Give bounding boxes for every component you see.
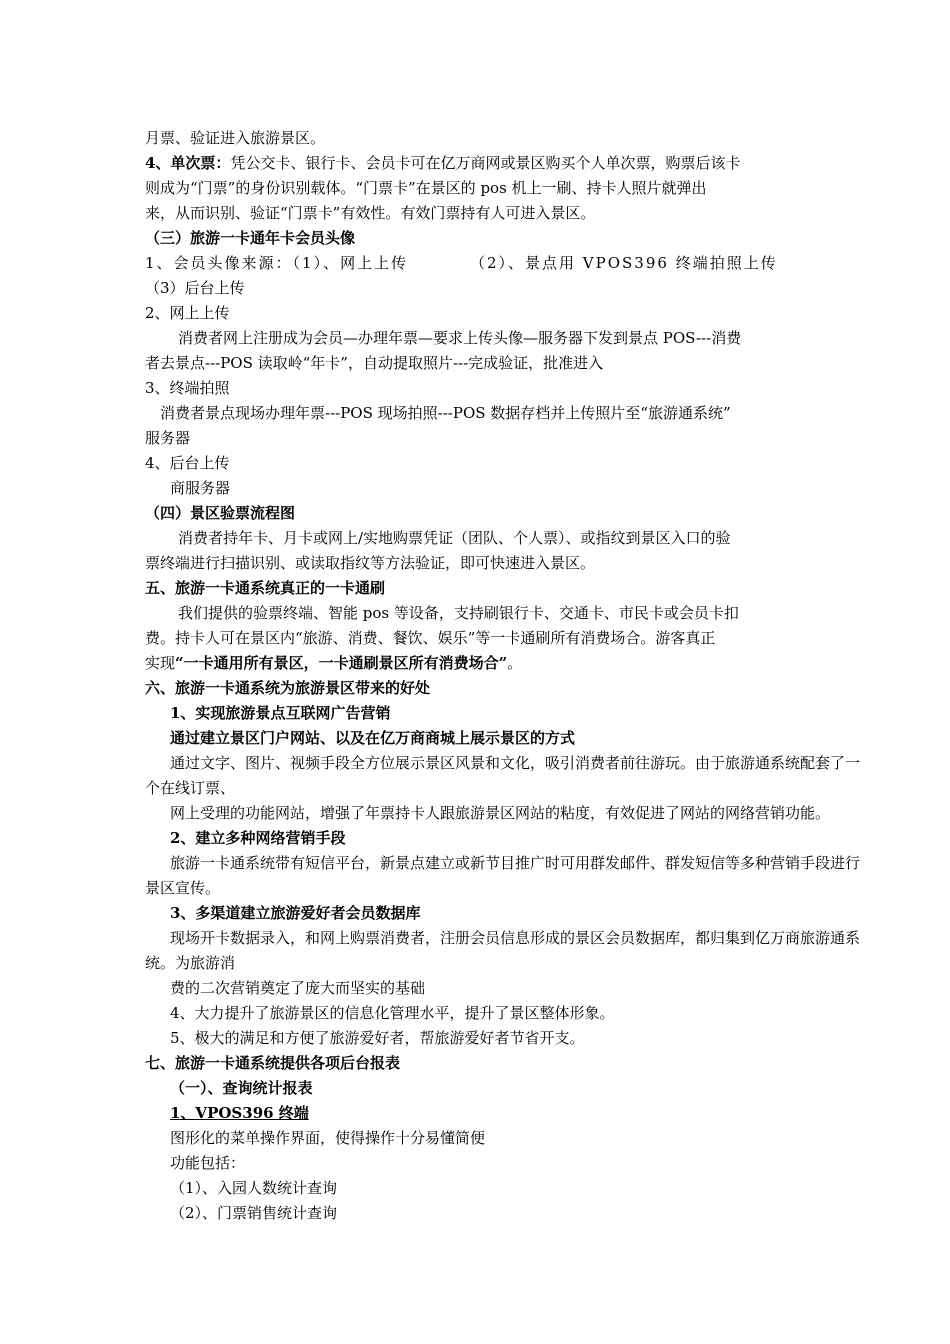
emphasis-slogan: “一卡通用所有景区，一卡通刷景区所有消费场合” xyxy=(175,654,508,672)
text-line: 费。持卡人可在景区内“旅游、消费、餐饮、娱乐”等一卡通刷所有消费场合。游客真正 xyxy=(145,629,716,647)
text-line: 个在线订票、 xyxy=(145,779,236,797)
text-line: 景区宣传。 xyxy=(145,879,221,897)
subsection-heading: 1、VPOS396 终端 xyxy=(170,1104,309,1122)
text-span: 。 xyxy=(507,654,523,672)
text-line: 服务器 xyxy=(145,429,191,447)
text-line: 消费者网上注册成为会员—办理年票—要求上传头像—服务器下发到景点 POS---消费 xyxy=(178,329,742,347)
text-line: 月票、验证进入旅游景区。 xyxy=(145,129,326,147)
text-line: 网上受理的功能网站，增强了年票持卡人跟旅游景区网站的粘度，有效促进了网站的网络营销功能。 xyxy=(170,804,831,822)
subsection-heading: 2、建立多种网络营销手段 xyxy=(170,829,346,847)
text-line: 则成为“门票”的身份识别载体。“门票卡”在景区的 pos 机上一刷、持卡人照片就弹出 xyxy=(145,179,707,197)
text-line: 商服务器 xyxy=(170,479,231,497)
text-line: （2）、门票销售统计查询 xyxy=(170,1204,338,1222)
section-heading: （三）旅游一卡通年卡会员头像 xyxy=(145,229,356,247)
subsection-heading: （一）、查询统计报表 xyxy=(170,1079,313,1097)
text-line: 旅游一卡通系统带有短信平台，新景点建立或新节目推广时可用群发邮件、群发短信等多种营销手段进行 xyxy=(170,854,861,872)
section-heading: （四）景区验票流程图 xyxy=(145,504,296,522)
text-line: 消费者景点现场办理年票---POS 现场拍照---POS 数据存档并上传照片至“旅游通系统” xyxy=(160,404,731,422)
section-heading: 五、旅游一卡通系统真正的一卡通刷 xyxy=(145,579,386,597)
subsection-heading: 1、实现旅游景点互联网广告营销 xyxy=(170,704,391,722)
heading-single-ticket: 4、单次票： xyxy=(145,154,231,172)
text-span: 实现 xyxy=(145,654,176,672)
text-line: （3）后台上传 xyxy=(145,279,245,297)
text-line: 者去景点---POS 读取岭“年卡”，自动提取照片---完成验证，批准进入 xyxy=(145,354,604,372)
text-span: 凭公交卡、银行卡、会员卡可在亿万商网或景区购买个人单次票，购票后该卡 xyxy=(230,154,741,172)
subsection-heading: 通过建立景区门户网站、以及在亿万商商城上展示景区的方式 xyxy=(170,729,576,747)
text-line: 统。为旅游消 xyxy=(145,954,236,972)
text-line: 费的二次营销奠定了庞大而坚实的基础 xyxy=(170,979,426,997)
text-line: 现场开卡数据录入，和网上购票消费者，注册会员信息形成的景区会员数据库，都归集到亿万商旅游通系 xyxy=(170,929,861,947)
text-line: 4、后台上传 xyxy=(145,454,230,472)
subsection-heading: 3、多渠道建立旅游爱好者会员数据库 xyxy=(170,904,421,922)
section-heading: 七、旅游一卡通系统提供各项后台报表 xyxy=(145,1054,401,1072)
text-line: 通过文字、图片、视频手段全方位展示景区风景和文化，吸引消费者前往游玩。由于旅游通系统配套了一 xyxy=(170,754,861,772)
text-line: 图形化的菜单操作界面，使得操作十分易懂简便 xyxy=(170,1129,486,1147)
text-line xyxy=(145,151,740,176)
text-line: 2、网上上传 xyxy=(145,304,230,322)
section-heading: 六、旅游一卡通系统为旅游景区带来的好处 xyxy=(145,679,431,697)
text-line: 消费者持年卡、月卡或网上/实地购票凭证（团队、个人票）、或指纹到景区入口的验 xyxy=(178,529,731,547)
text-line: （1）、入园人数统计查询 xyxy=(170,1179,338,1197)
text-line: 我们提供的验票终端、智能 pos 等设备，支持刷银行卡、交通卡、市民卡或会员卡扣 xyxy=(178,604,739,622)
text-line: 3、终端拍照 xyxy=(145,379,230,397)
text-line: 来，从而识别、验证“门票卡”有效性。有效门票持有人可进入景区。 xyxy=(145,204,596,222)
text-line xyxy=(145,651,522,676)
text-line: 票终端进行扫描识别、或读取指纹等方法验证，即可快速进入景区。 xyxy=(145,554,596,572)
text-line: （2）、景点用 VPOS396 终端拍照上传 xyxy=(470,254,778,272)
text-line: 4、大力提升了旅游景区的信息化管理水平，提升了景区整体形象。 xyxy=(170,1004,615,1022)
text-line: 5、极大的满足和方便了旅游爱好者，帮旅游爱好者节省开支。 xyxy=(170,1029,585,1047)
text-line: 功能包括： xyxy=(170,1154,246,1172)
text-line: 1、会员头像来源：（1）、网上上传 xyxy=(145,254,409,272)
